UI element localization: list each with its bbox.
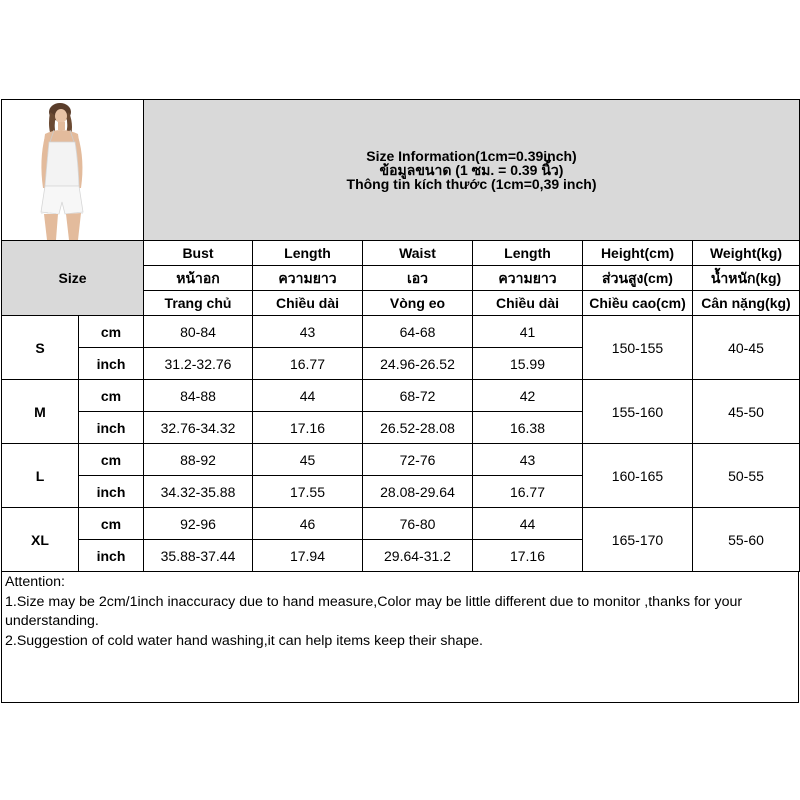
size-l-label: L bbox=[2, 444, 79, 508]
title-line-vietnamese: Thông tin kích thước (1cm=0,39 inch) bbox=[346, 176, 597, 192]
model-photo bbox=[23, 100, 123, 240]
col-header-waist-vi: Vòng eo bbox=[363, 291, 473, 316]
attention-heading: Attention: bbox=[5, 574, 65, 590]
s-waist-cm: 64-68 bbox=[363, 316, 473, 348]
xl-length-cm: 46 bbox=[253, 508, 363, 540]
xl-bust-cm: 92-96 bbox=[144, 508, 253, 540]
s-weight: 40-45 bbox=[693, 316, 800, 380]
xl-waist-inch: 29.64-31.2 bbox=[363, 540, 473, 572]
title-line-thai: ข้อมูลขนาด (1 ซม. = 0.39 นิ้ว) bbox=[379, 162, 564, 178]
s-waist-inch: 24.96-26.52 bbox=[363, 348, 473, 380]
col-header-length-vi: Chiều dài bbox=[253, 291, 363, 316]
col-header-length-2-vi: Chiều dài bbox=[473, 291, 583, 316]
l-length2-inch: 16.77 bbox=[473, 476, 583, 508]
m-waist-cm: 68-72 bbox=[363, 380, 473, 412]
xl-length-inch: 17.94 bbox=[253, 540, 363, 572]
s-length-cm: 43 bbox=[253, 316, 363, 348]
m-bust-inch: 32.76-34.32 bbox=[144, 412, 253, 444]
m-length2-inch: 16.38 bbox=[473, 412, 583, 444]
xl-height: 165-170 bbox=[583, 508, 693, 572]
col-header-waist: Waist bbox=[363, 241, 473, 266]
title-line-english: Size Information(1cm=0.39inch) bbox=[366, 148, 577, 164]
unit-inch: inch bbox=[79, 412, 144, 444]
m-bust-cm: 84-88 bbox=[144, 380, 253, 412]
col-header-bust: Bust bbox=[144, 241, 253, 266]
l-waist-cm: 72-76 bbox=[363, 444, 473, 476]
unit-cm: cm bbox=[79, 316, 144, 348]
product-photo-cell bbox=[2, 100, 144, 241]
col-header-waist-thai: เอว bbox=[363, 266, 473, 291]
l-height: 160-165 bbox=[583, 444, 693, 508]
xl-length2-inch: 17.16 bbox=[473, 540, 583, 572]
xl-length2-cm: 44 bbox=[473, 508, 583, 540]
xl-weight: 55-60 bbox=[693, 508, 800, 572]
s-bust-cm: 80-84 bbox=[144, 316, 253, 348]
m-height: 155-160 bbox=[583, 380, 693, 444]
size-m-label: M bbox=[2, 380, 79, 444]
l-length2-cm: 43 bbox=[473, 444, 583, 476]
attention-notes bbox=[1, 571, 799, 703]
l-waist-inch: 28.08-29.64 bbox=[363, 476, 473, 508]
col-header-bust-thai: หน้าอก bbox=[144, 266, 253, 291]
col-header-bust-vi: Trang chủ bbox=[144, 291, 253, 316]
unit-cm: cm bbox=[79, 508, 144, 540]
size-xl-label: XL bbox=[2, 508, 79, 572]
s-bust-inch: 31.2-32.76 bbox=[144, 348, 253, 380]
xl-waist-cm: 76-80 bbox=[363, 508, 473, 540]
unit-cm: cm bbox=[79, 444, 144, 476]
col-header-length-2: Length bbox=[473, 241, 583, 266]
m-length-inch: 17.16 bbox=[253, 412, 363, 444]
size-information-title bbox=[144, 100, 800, 241]
s-length2-cm: 41 bbox=[473, 316, 583, 348]
m-weight: 45-50 bbox=[693, 380, 800, 444]
unit-inch: inch bbox=[79, 348, 144, 380]
l-length-inch: 17.55 bbox=[253, 476, 363, 508]
attention-note-1: 1.Size may be 2cm/1inch inaccuracy due to hand measure,Color may be little different due to monitor ,thanks for your understanding. bbox=[5, 593, 743, 629]
col-header-weight-vi: Cân nặng(kg) bbox=[693, 291, 800, 316]
size-chart-table bbox=[1, 99, 800, 572]
col-header-height-vi: Chiều cao(cm) bbox=[583, 291, 693, 316]
size-header: Size bbox=[2, 241, 144, 316]
l-bust-inch: 34.32-35.88 bbox=[144, 476, 253, 508]
unit-inch: inch bbox=[79, 476, 144, 508]
col-header-height: Height(cm) bbox=[583, 241, 693, 266]
col-header-length-thai: ความยาว bbox=[253, 266, 363, 291]
col-header-height-thai: ส่วนสูง(cm) bbox=[583, 266, 693, 291]
xl-bust-inch: 35.88-37.44 bbox=[144, 540, 253, 572]
l-length-cm: 45 bbox=[253, 444, 363, 476]
col-header-length-2-thai: ความยาว bbox=[473, 266, 583, 291]
l-bust-cm: 88-92 bbox=[144, 444, 253, 476]
m-length-cm: 44 bbox=[253, 380, 363, 412]
attention-note-2: 2.Suggestion of cold water hand washing,it can help items keep their shape. bbox=[5, 632, 483, 649]
unit-cm: cm bbox=[79, 380, 144, 412]
m-waist-inch: 26.52-28.08 bbox=[363, 412, 473, 444]
m-length2-cm: 42 bbox=[473, 380, 583, 412]
l-weight: 50-55 bbox=[693, 444, 800, 508]
size-s-label: S bbox=[2, 316, 79, 380]
col-header-length: Length bbox=[253, 241, 363, 266]
col-header-weight-thai: น้ำหนัก(kg) bbox=[693, 266, 800, 291]
s-length2-inch: 15.99 bbox=[473, 348, 583, 380]
unit-inch: inch bbox=[79, 540, 144, 572]
s-length-inch: 16.77 bbox=[253, 348, 363, 380]
col-header-weight: Weight(kg) bbox=[693, 241, 800, 266]
s-height: 150-155 bbox=[583, 316, 693, 380]
